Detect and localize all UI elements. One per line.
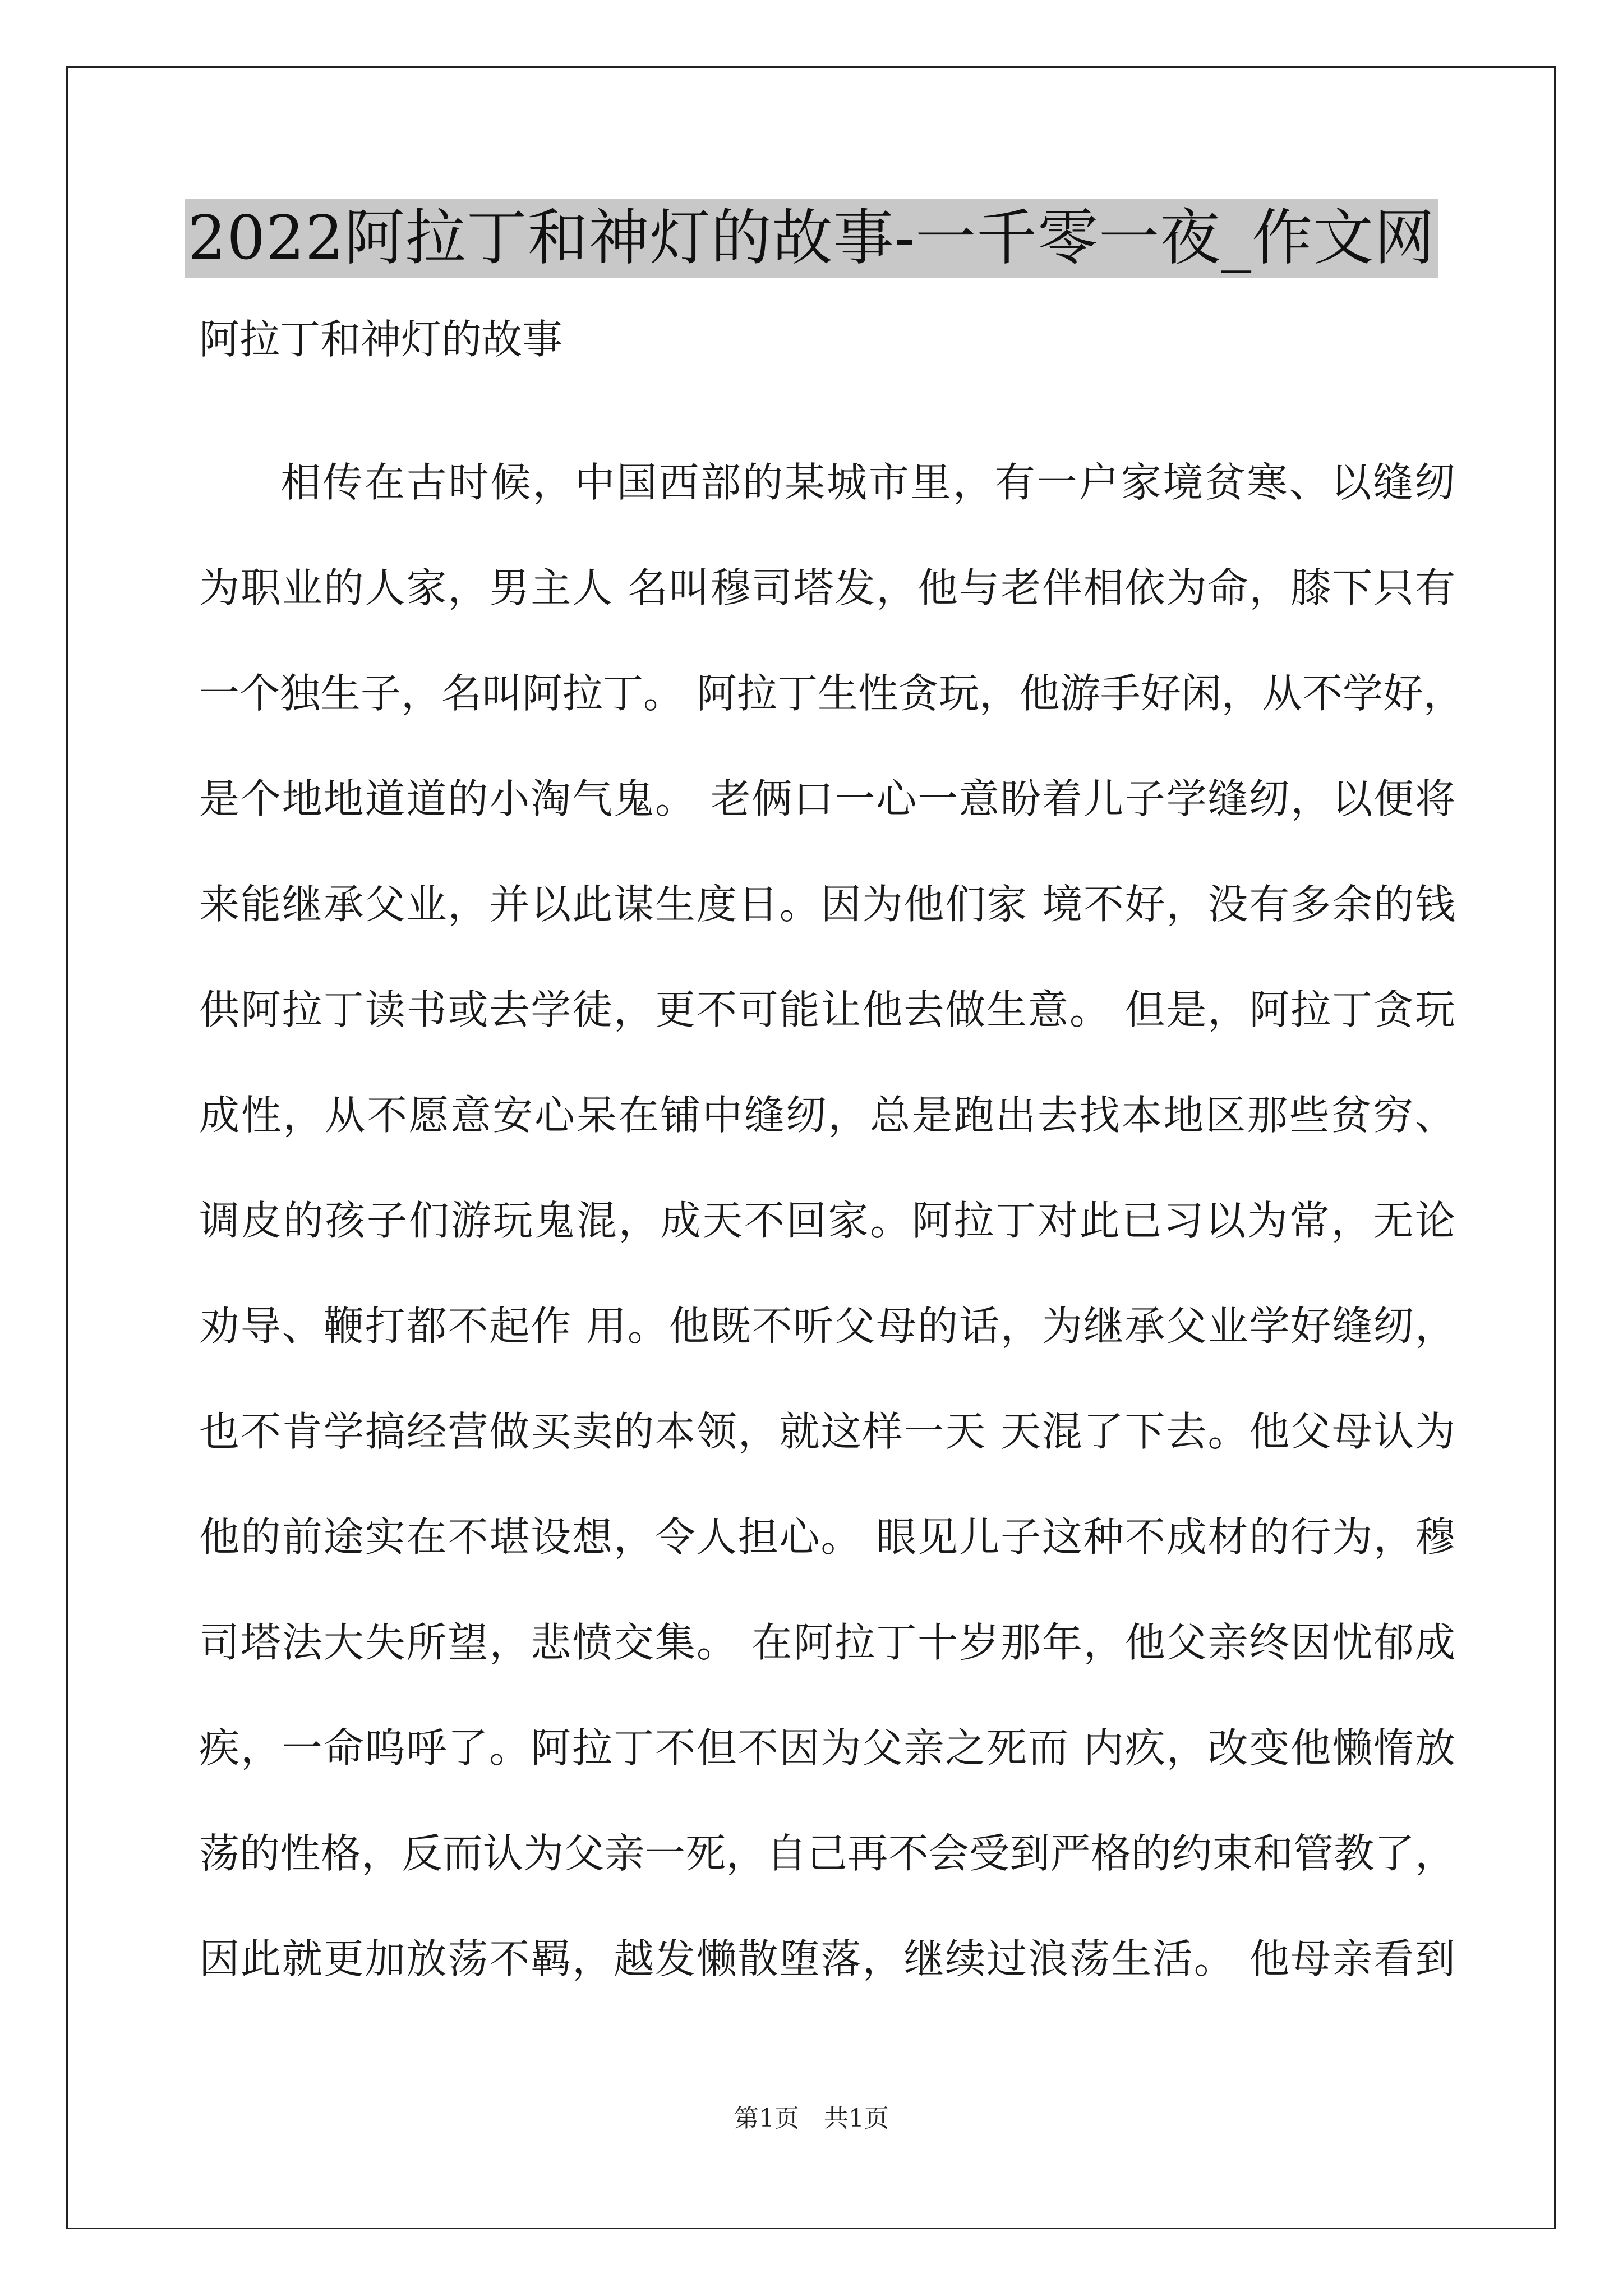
- body-line: 也不肯学搞经营做买卖的本领，就这样一天 天混了下去。他父母认为: [199, 1408, 1455, 1455]
- body-line: 来能继承父业，并以此谋生度日。因为他们家 境不好，没有多余的钱: [199, 881, 1455, 928]
- body-line: 疾，一命呜呼了。阿拉丁不但不因为父亲之死而 内疚，改变他懒惰放: [199, 1724, 1455, 1772]
- body-line: 成性，从不愿意安心呆在铺中缝纫，总是跑出去找本地区那些贫穷、: [199, 1092, 1455, 1139]
- body-line: 他的前途实在不堪设想，令人担心。 眼见儿子这种不成材的行为，穆: [199, 1513, 1455, 1561]
- body-line: 一个独生子，名叫阿拉丁。 阿拉丁生性贪玩，他游手好闲，从不学好，: [199, 670, 1464, 717]
- body-line: 相传在古时候，中国西部的某城市里，有一户家境贫寒、以缝纫: [280, 459, 1455, 506]
- body-line: 为职业的人家，男主人 名叫穆司塔发，他与老伴相依为命，膝下只有: [199, 564, 1455, 611]
- body-line: 因此就更加放荡不羁，越发懒散堕落，继续过浪荡生活。 他母亲看到: [199, 1935, 1455, 1982]
- title-container: [0, 199, 1623, 278]
- body-line: 荡的性格，反而认为父亲一死，自己再不会受到严格的约束和管教了，: [199, 1830, 1455, 1877]
- body-line: 供阿拉丁读书或去学徒，更不可能让他去做生意。 但是，阿拉丁贪玩: [199, 986, 1455, 1033]
- page-title: 2022阿拉丁和神灯的故事-一千零一夜_作文网: [185, 199, 1438, 278]
- story-subtitle: 阿拉丁和神灯的故事: [199, 316, 563, 363]
- page-footer: 第1页 共1页: [734, 2104, 889, 2133]
- body-line: 调皮的孩子们游玩鬼混，成天不回家。阿拉丁对此已习以为常，无论: [199, 1197, 1455, 1244]
- body-text: [199, 454, 1464, 2036]
- body-line: 是个地地道道的小淘气鬼。 老俩口一心一意盼着儿子学缝纫，以便将: [199, 775, 1455, 822]
- body-line: 劝导、鞭打都不起作 用。他既不听父母的话，为继承父业学好缝纫，: [199, 1303, 1455, 1350]
- body-line: 司塔法大失所望，悲愤交集。 在阿拉丁十岁那年，他父亲终因忧郁成: [199, 1619, 1455, 1666]
